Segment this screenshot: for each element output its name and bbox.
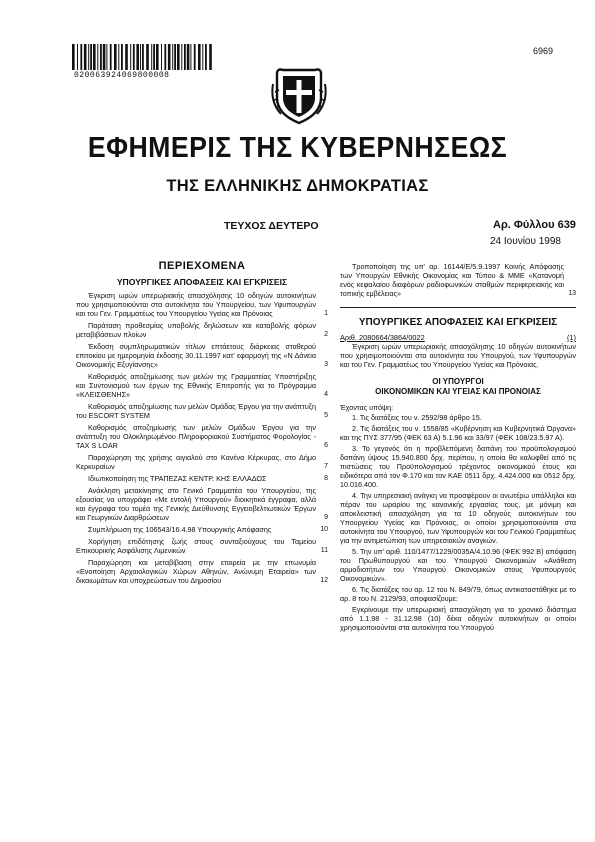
entry-page: 4 (324, 391, 328, 398)
barcode-image (72, 44, 212, 70)
entry-page: 6 (324, 442, 328, 449)
issue-date: 24 Ιουνίου 1998 (490, 236, 561, 247)
decisions-column (340, 262, 576, 634)
contents-entry[interactable]: Παράταση προθεσμίας υποβολής δηλώσεων και καταβολής φόρων μεταβιβάσεων πλοίων 2 (76, 321, 328, 339)
contents-entry[interactable]: Καθορισμός αποζημίωσης των μελών Ομάδων Έργου για την ανάπτυξη του Ολοκληρωμένου Πληροφοριακού Συστήματος Φορολογίας - TAX S LOAR 6 (76, 423, 328, 450)
having-regard-label: Έχοντας υπόψη: (340, 403, 394, 412)
entry-page: 1 (324, 310, 328, 317)
issue-label: ΤΕΥΧΟΣ ΔΕΥΤΕΡΟ (224, 220, 319, 232)
contents-entry[interactable]: Καθορισμός αποζημίωσης των μελών της Γραμματείας Υποστήριξης και Συντονισμού των έργων της Εθνικής Επιτροπής για το Πρόγραμμα «ΚΛΕΙΣΘΕΝΗΣ» 4 (76, 372, 328, 399)
entry-page: 9 (324, 514, 328, 521)
contents-entry[interactable]: Καθορισμός αποζημίωσης των μελών Ομάδας Έργου για την ανάπτυξη του ESCORT SYSTEM 5 (76, 402, 328, 420)
contents-title: ΠΕΡΙΕΧΟΜΕΝΑ (158, 260, 246, 272)
contents-column (76, 262, 328, 588)
decision-paragraph: 6. Τις διατάξεις του αρ. 12 του Ν. 849/79, όπως αντικαταστάθηκε με το αρ. 8 του Ν. 2129/93, αποφασίζουμε: (340, 585, 576, 603)
contents-entry[interactable]: Έγκριση ωρών υπερωριακής απασχόλησης 10 οδηγών αυτοκινήτων που χρησιμοποιούνται στα αυτοκίνητα του Υπουργείου, των Υφυπουργών και του Γεν. Γραμματέως του Υπουργείου Υγείας και Πρόνοιας 1 (76, 291, 328, 318)
contents-entry[interactable]: Έκδοση συμπληρωματικών τίτλων επτάετους διάρκειας σταθερού επιτοκίου με ημερομηνία έκδοσης 30.11.1997 κατ' εφαρμογή της «Ν Δάνεια Οικονομικής Εξυγίανσης» 3 (76, 342, 328, 369)
entry-page: 10 (320, 526, 328, 533)
entry-page: 2 (324, 331, 328, 338)
coat-of-arms-icon (271, 66, 327, 126)
decision-reference (340, 333, 576, 342)
decision-number: Αριθ. 2080664/3864/0022 (340, 333, 425, 342)
contents-section-title: ΥΠΟΥΡΓΙΚΕΣ ΑΠΟΦΑΣΕΙΣ ΚΑΙ ΕΓΚΡΙΣΕΙΣ (116, 277, 288, 287)
contents-entry[interactable]: Συμπλήρωση της 106543/16.4.98 Υπουργικής Απόφασης 10 (88, 525, 328, 534)
contents-entry[interactable]: Ανάκληση μετακίνησης στο Γενικό Γραμματέα του Υπουργείου, της εξουσίας να υπογράφει «Με εντολή Υπουργού» διοικητικά έγγραφα, αλλά και έγγραφα του τομέα της Γενικής Διεύθυνσης Εγγειοβελτιωτικών Έργων και Γεωργικών Διαρθρώσεων 9 (76, 486, 328, 522)
gazette-subtitle: ΤΗΣ ΕΛΛΗΝΙΚΗΣ ΔΗΜΟΚΡΑΤΙΑΣ (166, 177, 429, 195)
entry-page: 5 (324, 412, 328, 419)
contents-entry[interactable]: Ιδιωτικοποίηση της ΤΡΑΠΕΖΑΣ ΚΕΝΤΡ. ΚΗΣ ΕΛΛΑΔΟΣ 8 (88, 474, 328, 483)
sheet-number: Αρ. Φύλλου 639 (493, 219, 576, 231)
section-divider (340, 307, 576, 308)
contents-entry[interactable]: Τροποποίηση της υπ' αρ. 16144/Ε/5.9.1997 Κοινής Απόφασης των Υπουργών Εθνικής Οικονομίας και Τύπου & ΜΜΕ «Κατανομή ενός κεφαλαίου διαφόρων ραδιοφωνικών σταθμών περιφερειακής και τοπικής εμβέλειας» 13 (340, 262, 576, 298)
decision-paragraph: 1. Τις διατάξεις του ν. 2592/98 άρθρο 15. (352, 413, 482, 422)
entry-page: 11 (320, 547, 328, 554)
entry-page: 12 (320, 577, 328, 584)
decisions-heading: ΥΠΟΥΡΓΙΚΕΣ ΑΠΟΦΑΣΕΙΣ ΚΑΙ ΕΓΚΡΙΣΕΙΣ (358, 317, 558, 328)
contents-entry[interactable]: Παραχώρηση της χρήσης αιγιαλού στο Κανένα Κέρκυρας, στο Δήμο Κερκυραίων 7 (76, 453, 328, 471)
entry-page: 8 (324, 475, 328, 482)
page-number: 6969 (533, 46, 554, 56)
barcode-number: 020063924069800008 (74, 71, 170, 80)
contents-list-left (76, 291, 328, 585)
entry-page: 13 (568, 290, 576, 297)
decision-paragraph: 2. Τις διατάξεις του ν. 1558/85 «Κυβέρνηση και Κυβερνητικά Όργανα» και της ΠΥΣ 377/95 (ΦΕΚ 63 Α) 5.1.96 και 33/97 (ΦΕΚ 108/23.5.97 Α). (340, 424, 576, 442)
decision-paragraph: Εγκρίνουμε την υπερωριακή απασχόληση για το χρονικό διάστημα από 1.1.98 - 31.12.98 (10) δέκα οδηγών αυτοκινήτων οι οποίοι χρησιμοποιούνται στα αυτοκίνητα του Υπουργού (340, 605, 576, 632)
decision-summary: Έγκριση ωρών υπερωριακής απασχόλησης 10 οδηγών αυτοκινήτων που χρησιμοποιούνται στα αυτοκίνητα του Υπουργού, των Υφυπουργών και του Γεν. Γραμματέως του Υπουργείου Υγείας και Πρόνοιας. (340, 342, 576, 369)
ministers-heading: ΟΙ ΥΠΟΥΡΓΟΙ ΟΙΚΟΝΟΜΙΚΩΝ ΚΑΙ ΥΓΕΙΑΣ ΚΑΙ ΠΡΟΝΟΙΑΣ (375, 377, 541, 396)
contents-entry[interactable]: Χορήγηση επιδότησης ζωής στους συνταξιούχους του Ταμείου Επικουρικής Ασφάλισης Λιμενικών 11 (76, 537, 328, 555)
decision-paragraph: 3. Το γεγονός ότι η προβλεπόμενη δαπάνη του προϋπολογισμού δαπάνη ύψους 15.940.800 δρχ. περίπου, η οποία θα καλυφθεί από τις πιστώσεις του Προϋπολογισμού τρέχοντος οικονομικού έτους και ειδικότερα από τον Φ.170 και τον ΚΑΕ 0511 δρχ. 4.424.000 και 0512 δρχ. 10.016.400. (340, 444, 576, 489)
gazette-title: ΕΦΗΜΕΡΙΣ ΤΗΣ ΚΥΒΕΡΝΗΣΕΩΣ (87, 132, 508, 164)
entry-page: 3 (324, 361, 328, 368)
decision-index: (1) (566, 333, 576, 342)
entry-page: 7 (324, 463, 328, 470)
contents-entry[interactable]: Παραχώρηση και μεταβίβαση στην εταιρεία με την επωνυμία «Ενοποίηση Αρχαιολογικών Χώρων Αθηνών, Ανώνυμη Εταιρεία» των δικαιωμάτων και υποχρεώσεων του Δημοσίου 12 (76, 558, 328, 585)
decision-paragraph: 5. Την υπ' αριθ. 110/1477/1229/0035Α/4.10.96 (ΦΕΚ 992 Β) απόφαση του Πρωθυπουργού και του Υπουργού Οικονομικών «Ανάθεση αρμοδιοτήτων του Υπουργού Οικονομικών στους Υφυπουργούς Οικονομικών». (340, 547, 576, 583)
decision-paragraph: 4. Την υπηρεσιακή ανάγκη να προσφέρουν οι ανωτέρω υπάλληλοι και πέραν του ωραρίου της κανονικής εργασίας τους, με μόνιμη και αποκλειστική απασχόληση για τα 10 οδηγούς αυτοκινήτων του Υπουργείου Υγείας και Πρόνοιας, οι οποίοι χρησιμοποιούνται στα αυτοκίνητα του Υπουργού, των Υφυπουργών και του Γενικού Γραμματέως για την αντιμετώπιση των υπηρεσιακών αναγκών. (340, 491, 576, 545)
